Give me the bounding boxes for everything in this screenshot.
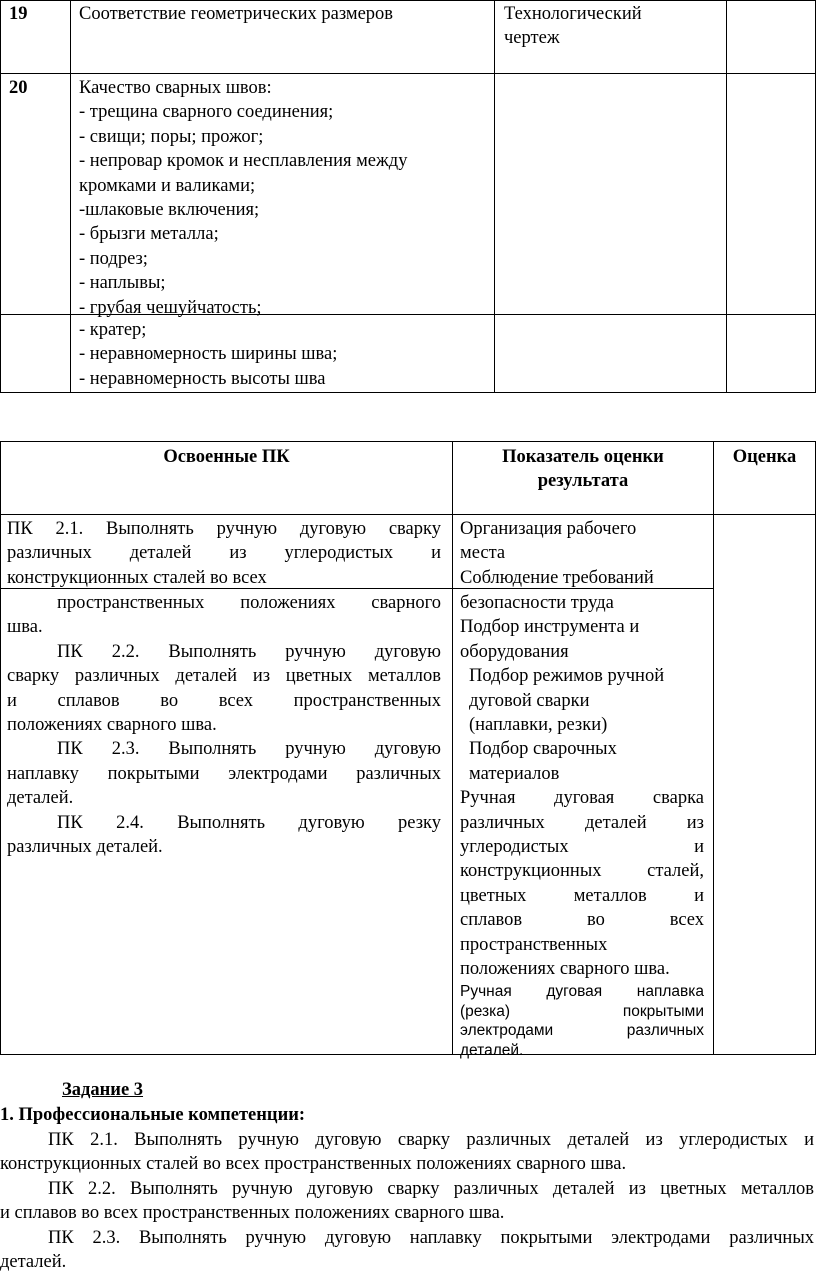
indicator-line: (наплавки, резки) (469, 715, 608, 736)
table2-col-border (452, 441, 453, 1055)
criterion-line: - подрез; (79, 248, 148, 269)
table2-top-border (0, 441, 816, 442)
indicator-line: Ручная дуговая сварка (460, 788, 704, 809)
indicator-line: Ручная дуговая наплавка (460, 983, 704, 1000)
table1-row-divider (0, 73, 816, 74)
paragraph-line: ПК 2.1. Выполнять ручную дуговую сварку различных деталей из углеродистых и (48, 1130, 814, 1150)
method-cell (504, 2, 642, 51)
criterion-line: -шлаковые включения; (79, 200, 260, 221)
method-line: Технологический (504, 4, 642, 24)
competency-paragraph (0, 1128, 814, 1177)
criterion-cell (79, 2, 393, 26)
indicator-line: углеродистых и (460, 837, 704, 858)
indicator-line: безопасности труда (460, 593, 614, 613)
competency-line: сварку различных деталей из цветных металлов (7, 666, 441, 687)
header-mastered-pk: Освоенные ПК (163, 447, 290, 467)
competency-line: положениях сварного шва. (7, 715, 217, 736)
indicator-line: конструкционных сталей, (460, 861, 704, 882)
criterion-line: - брызги металла; (79, 224, 219, 245)
competency-line: различных деталей. (7, 837, 163, 858)
indicator-cell (460, 591, 704, 982)
indicator-line: дуговой сварки (469, 690, 590, 711)
competency-line: ПК 2.1. Выполнять ручную дуговую сварку (7, 519, 441, 539)
indicator-line: различных деталей из (460, 812, 704, 833)
criterion-cell (79, 76, 407, 320)
indicator-cell (460, 517, 654, 590)
competency-line: и сплавов во всех пространственных (7, 690, 441, 711)
paragraph-line: ПК 2.2. Выполнять ручную дуговую сварку различных деталей из цветных металлов (48, 1179, 814, 1199)
indicator-line: электродами различных (460, 1022, 704, 1039)
criterion-line: Качество сварных швов: (79, 78, 272, 98)
competency-cell (7, 591, 441, 859)
header-indicator (453, 445, 713, 494)
paragraph-line: конструкционных сталей во всех пространственных положениях сварного шва. (0, 1154, 627, 1175)
indicator-line: оборудования (460, 641, 569, 662)
indicator-line: Подбор инструмента и (460, 617, 640, 638)
indicator-line: Подбор режимов ручной (469, 666, 665, 687)
competency-line: различных деталей из углеродистых и (7, 543, 441, 564)
criterion-line: - трещина сварного соединения; (79, 102, 334, 123)
method-line: чертеж (504, 28, 560, 49)
table1-top-border (0, 0, 816, 1)
indicator-line: положениях сварного шва. (460, 959, 670, 980)
table2-header-divider (0, 514, 816, 515)
section-subtitle: 1. Профессиональные компетенции: (0, 1105, 306, 1125)
table1-col-border (726, 0, 727, 393)
indicator-line: сплавов во всех (460, 910, 704, 931)
competency-line: конструкционных сталей во всех (7, 567, 267, 588)
criterion-line: - наплывы; (79, 273, 166, 294)
criterion-cell (79, 318, 337, 391)
table1-col-border (494, 0, 495, 393)
indicator-line: Подбор сварочных (469, 739, 617, 760)
table1-bottom-border (0, 392, 816, 393)
competency-line: ПК 2.2. Выполнять ручную дуговую (57, 641, 441, 662)
criterion-line: - грубая чешуйчатость; (79, 297, 262, 318)
header-indicator-line: результата (537, 471, 629, 492)
row-number: 20 (9, 78, 28, 98)
competency-line: наплавку покрытыми электродами различных (7, 763, 441, 784)
criterion-line: - свищи; поры; прожог; (79, 126, 264, 147)
competency-line: шва. (7, 617, 43, 638)
indicator-line: материалов (469, 763, 560, 784)
table2-col-border (713, 441, 714, 1055)
criterion-line: кромками и валиками; (79, 175, 256, 196)
indicator-line: пространственных (460, 934, 608, 955)
indicator-line: цветных металлов и (460, 885, 704, 906)
competency-line: деталей. (7, 788, 74, 809)
indicator-cell-sans (460, 982, 704, 1060)
indicator-line: (резка) покрытыми (460, 1002, 704, 1020)
table2-col-border (0, 441, 1, 1055)
indicator-line: Организация рабочего (460, 519, 637, 539)
competency-cell (7, 517, 441, 590)
paragraph-line: ПК 2.3. Выполнять ручную дуговую наплавку покрытыми электродами различных (48, 1228, 814, 1248)
criterion-line: Соответствие геометрических размеров (79, 4, 394, 24)
section-title: Задание 3 (62, 1080, 144, 1100)
row-number: 19 (9, 4, 28, 24)
table1-col-border (70, 0, 71, 393)
criterion-line: - непровар кромок и несплавления между (79, 151, 408, 172)
criterion-line: - кратер; (79, 320, 147, 340)
competency-line: ПК 2.3. Выполнять ручную дуговую (57, 739, 441, 760)
paragraph-line: деталей. (0, 1252, 67, 1273)
header-indicator-line: Показатель оценки (502, 447, 664, 467)
indicator-line: деталей. (460, 1041, 524, 1059)
competency-line: ПК 2.4. Выполнять дуговую резку (57, 812, 441, 833)
indicator-line: места (460, 543, 506, 564)
indicator-line: Соблюдение требований (460, 567, 654, 588)
competency-paragraph (0, 1226, 814, 1275)
competency-line: пространственных положениях сварного (57, 593, 441, 613)
competency-paragraph (0, 1177, 814, 1226)
table1-col-border (0, 0, 1, 393)
criterion-line: - неравномерность ширины шва; (79, 344, 338, 365)
criterion-line: - неравномерность высоты шва (79, 368, 326, 389)
header-grade: Оценка (732, 447, 797, 467)
paragraph-line: и сплавов во всех пространственных положениях сварного шва. (0, 1203, 505, 1224)
